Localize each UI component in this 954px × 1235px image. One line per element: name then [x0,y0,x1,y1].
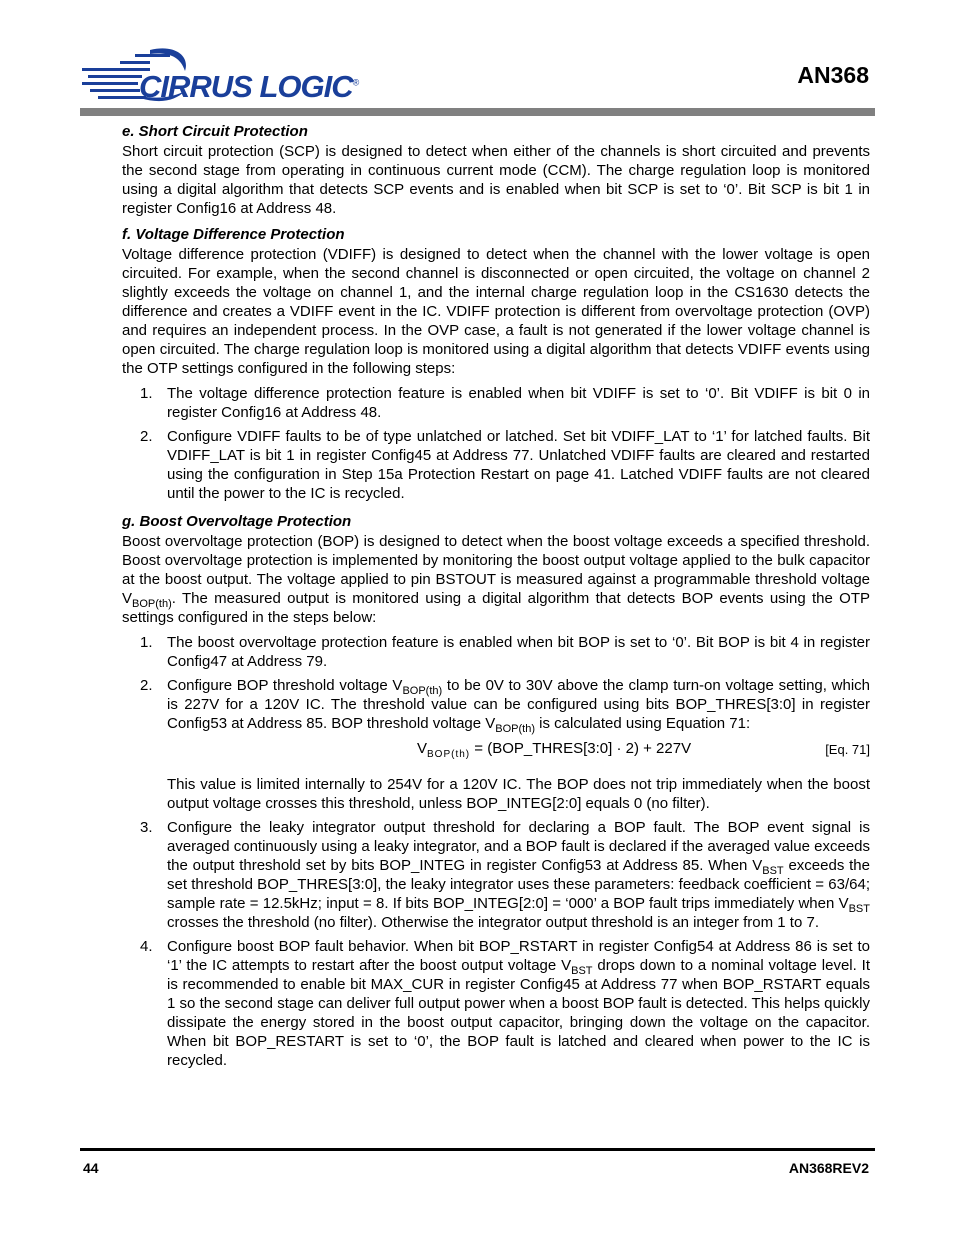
list-item: 3. Configure the leaky integrator output threshold for declaring a BOP fault. The BOP event signal is averaged continuously using a leaky integrator, and a BOP fault is declared if the averaged value exceeds the output threshold set by bits BOP_INTEG in register Config53 at Address 85. When $V_{BST}$ exceeds the set threshold BOP_THRES[3:0], the leaky integrator uses these parameters: feedback coefficient = 63/64; sample rate = 12.5kHz; input = 8. If bits BOP_INTEG[2:0] = ‘000’ a BOP fault trips immediately when $V_{BST}$ crosses the threshold (no filter). Otherwise the integrator output threshold is an integer from 1 to 7. [140,819,870,931]
list-item: 2. Configure VDIFF faults to be of type unlatched or latched. Set bit VDIFF_LAT to ‘1’ for latched faults. Bit VDIFF_LAT is bit 1 in register Config45 at Address 77. Unlatched VDIFF faults are cleared and restarted using the configuration in Step 15a Protection Restart on page 41. Latched VDIFF faults are not cleared until the power to the IC is recycled. [140,428,870,502]
document-revision: AN368REV2 [788,1160,869,1176]
section-heading-boost-overvoltage: g. Boost Overvoltage Protection [122,513,352,530]
page-number: 44 [83,1160,99,1176]
paragraph-voltage-difference: Voltage difference protection (VDIFF) is designed to detect when the channel with the lower voltage is open circuited. For example, when the second channel is disconnected or open circuited, the voltage on channel 2 slightly exceeds the voltage on channel 1, and the internal charge regulation loop in the CS1630 detects the difference and creates a VDIFF event in the IC. VDIFF protection is different from overvoltage protection (OVP) and requires an independent process. In the OVP case, a fault is not generated if the lower voltage channel is open circuited. The charge regulation loop is monitored using a digital algorithm that detects VDIFF events using the OTP settings configured in the following steps: [122,246,870,377]
list-item: 2. Configure BOP threshold voltage $V_{BOP(th)}$ to be 0V to 30V above the clamp turn-on voltage setting, which is 227V for a 120V IC. The threshold value can be configured using bits BOP_THRES[3:0] in register Config53 at Address 85. BOP threshold voltage $V_{BOP(th)}$ is calculated using Equation 71: $V_{BOP(th)}$ = (BOP_THRES[3:0] · 2) + 227V [Eq. 71] This value is limited internally to 254V for a 120V IC. The BOP does not trip immediately when the boost output voltage crosses this threshold, unless BOP_INTEG[2:0] equals 0 (no filter). [140,677,871,812]
footer-rule [80,1148,875,1151]
logo-wordmark: CIRRUS LOGIC® [139,69,359,104]
equation-tag: [Eq. 71] [825,742,870,757]
section-heading-short-circuit: e. Short Circuit Protection [122,123,308,140]
list-item: 4. Configure boost BOP fault behavior. When bit BOP_RSTART in register Config54 at Address 86 is set to ‘1’ the IC attempts to restart after the boost output voltage $V_{BST}$ drops down to a nominal voltage level. It is recommended to enable bit MAX_CUR in register Config45 at Address 77 when BOP_RSTART equals 1 so the second stage can deliver full output power when a boost BOP fault is detected. This helps quickly dissipate the energy stored in the boost output capacitor, bringing down the voltage on the capacitor. When bit BOP_RESTART is set to ‘0’, the BOP fault is latched and cleared when power to the IC is recycled. [140,938,870,1069]
list-item: 1. The boost overvoltage protection feature is enabled when bit BOP is set to ‘0’. Bit BOP is bit 4 in register Config47 at Address 79. [140,634,870,670]
bop-steps-list [122,633,870,1070]
page-header [0,0,954,118]
equation-note: This value is limited internally to 254V for a 120V IC. The BOP does not trip immediately when the boost output voltage crosses this threshold, unless BOP_INTEG[2:0] equals 0 (no filter). [167,776,870,812]
equation-formula: $V_{BOP(th)}$ = (BOP_THRES[3:0] · 2) + 227V [417,740,692,760]
page-content [122,120,870,1075]
section-heading-voltage-difference: f. Voltage Difference Protection [122,226,345,243]
paragraph-short-circuit: Short circuit protection (SCP) is designed to detect when either of the channels is short circuited and prevents the second stage from operating in continuous current mode (CCM). The charge regulation loop is monitored using a digital algorithm that detects SCP events and is enabled when bit SCP is set to ‘0’. Bit SCP is bit 1 in register Config16 at Address 48. [122,143,870,217]
paragraph-boost-overvoltage: Boost overvoltage protection (BOP) is designed to detect when the boost voltage exceeds a specified threshold. Boost overvoltage protection is implemented by monitoring the boost output voltage applied to the bulk capacitor at the boost output. The voltage applied to pin BSTOUT is measured against a programmable threshold voltage $V_{BOP(th)}$. The measured output is monitored using a digital algorithm that detects BOP events using the OTP settings configured in the steps below: [122,533,870,626]
header-rule [80,108,875,116]
document-id: AN368 [797,62,869,88]
vdiff-steps-list [122,384,870,503]
list-item: 1. The voltage difference protection feature is enabled when bit VDIFF is set to ‘0’. Bit VDIFF is bit 0 in register Config16 at Address 48. [140,385,870,421]
equation-71 [167,739,870,763]
